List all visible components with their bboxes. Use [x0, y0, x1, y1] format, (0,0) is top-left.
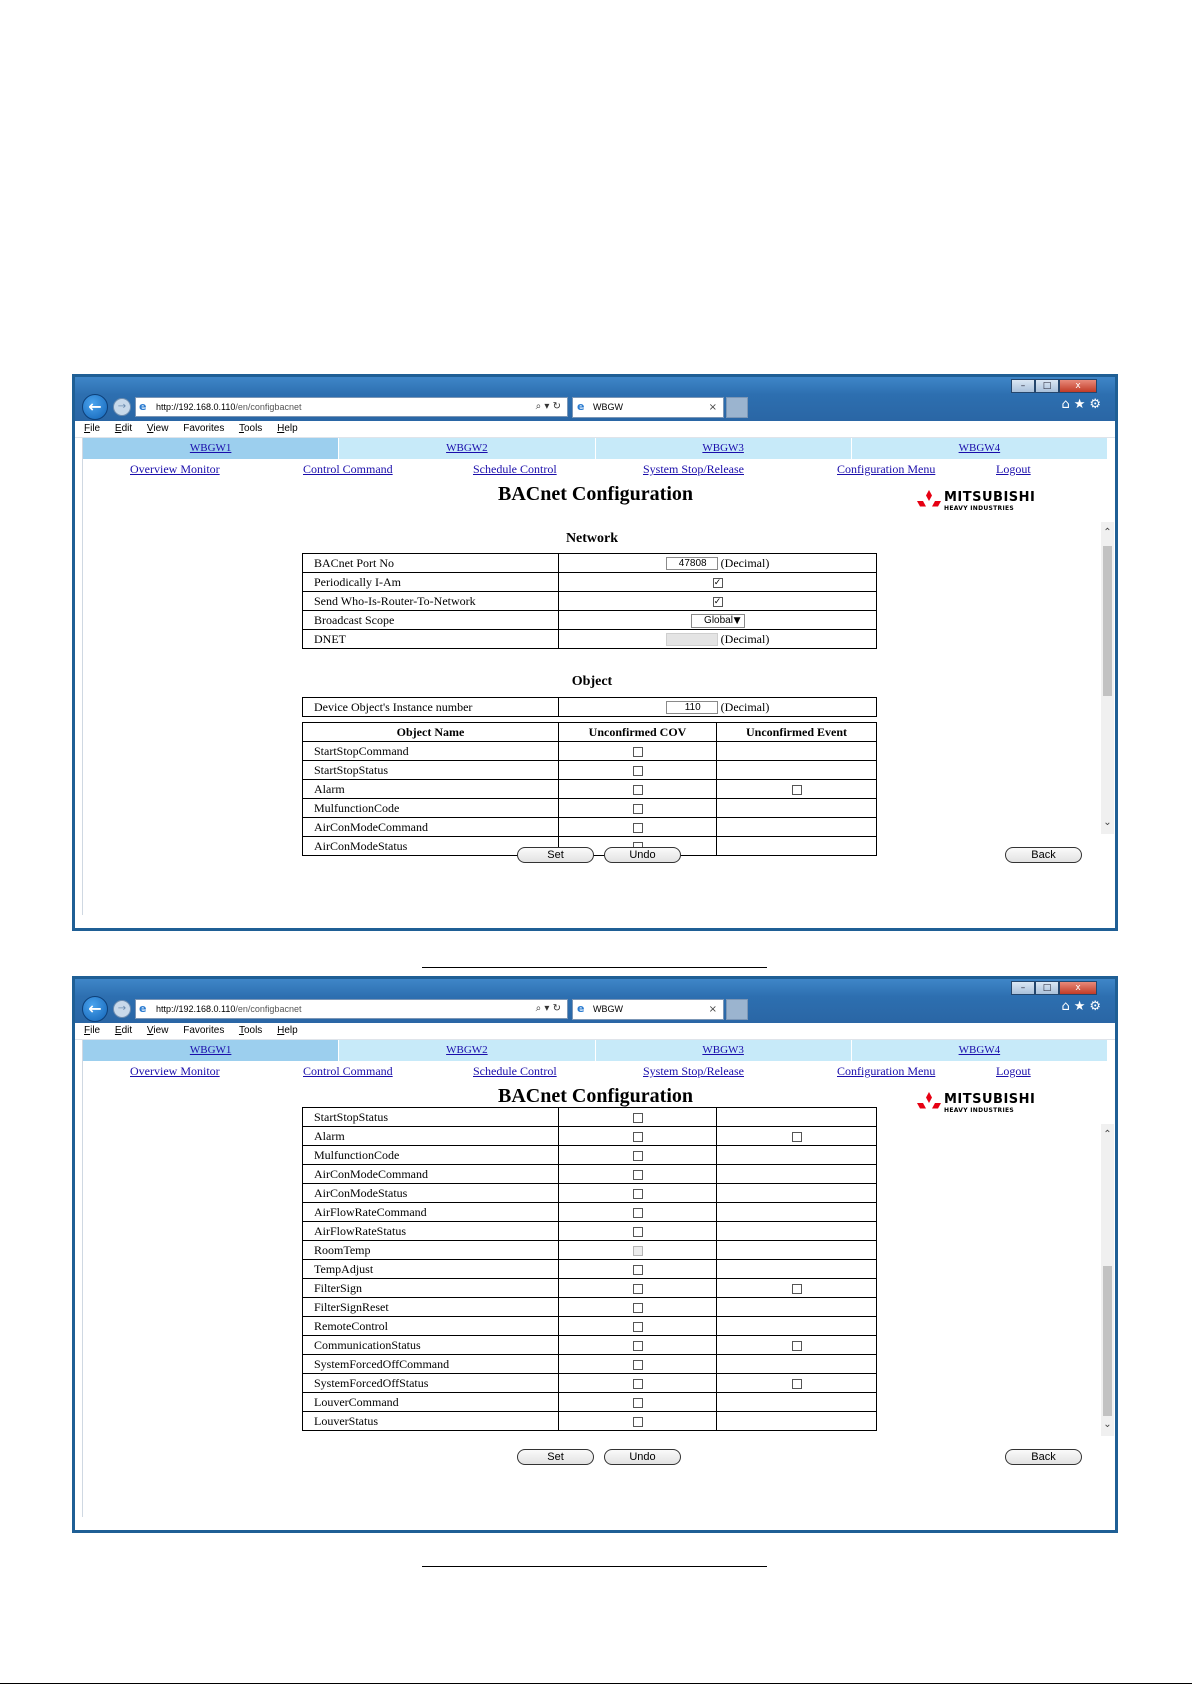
- menu-help[interactable]: Help: [277, 423, 298, 434]
- cov-checkbox[interactable]: [633, 1360, 643, 1370]
- browser-nav-row: [75, 995, 1115, 1023]
- table-row: [303, 1412, 877, 1431]
- instance-label: Device Object's Instance number: [303, 698, 559, 717]
- web-page: [82, 1040, 1112, 1517]
- home-favorites-settings-icons[interactable]: ⌂★⚙: [1061, 397, 1105, 412]
- tab-wbgw4[interactable]: WBGW4: [852, 438, 1108, 459]
- table-row: [303, 1165, 877, 1184]
- tab-title: WBGW: [593, 1004, 623, 1014]
- port-unit: (Decimal): [720, 555, 770, 570]
- link-system-stop-release[interactable]: System Stop/Release: [643, 462, 744, 476]
- minimize-button[interactable]: –: [1011, 981, 1035, 995]
- table-row: [303, 573, 877, 592]
- cov-checkbox[interactable]: [633, 1265, 643, 1275]
- object-name: RemoteControl: [303, 1317, 559, 1336]
- instance-table: [302, 697, 877, 717]
- window-controls: [1011, 379, 1097, 393]
- new-tab-button[interactable]: [726, 397, 748, 418]
- link-schedule-control[interactable]: Schedule Control: [473, 462, 557, 476]
- scroll-up-icon[interactable]: ⌃: [1103, 1129, 1112, 1140]
- event-checkbox[interactable]: [792, 1132, 802, 1142]
- address-host: http://192.168.0.110: [156, 1004, 236, 1014]
- menu-tools[interactable]: Tools: [238, 1025, 263, 1036]
- cov-checkbox[interactable]: [633, 1341, 643, 1351]
- port-input[interactable]: 47808: [666, 557, 718, 570]
- link-configuration-menu[interactable]: Configuration Menu: [837, 1064, 936, 1078]
- link-schedule-control[interactable]: Schedule Control: [473, 1064, 557, 1078]
- cov-checkbox[interactable]: [633, 1113, 643, 1123]
- maximize-button[interactable]: □: [1035, 981, 1059, 995]
- scroll-down-icon[interactable]: ⌄: [1103, 817, 1112, 828]
- object-name: TempAdjust: [303, 1260, 559, 1279]
- table-row: [303, 698, 877, 717]
- cov-checkbox[interactable]: [633, 1132, 643, 1142]
- set-button[interactable]: Set: [517, 847, 594, 863]
- object-heading: Object: [571, 674, 613, 689]
- scroll-thumb[interactable]: [1103, 1266, 1112, 1416]
- cov-checkbox[interactable]: [633, 1379, 643, 1389]
- table-row: [303, 1336, 877, 1355]
- port-label: BACnet Port No: [303, 554, 559, 573]
- menu-file[interactable]: File: [84, 423, 101, 434]
- table-row: [303, 1222, 877, 1241]
- tab-wbgw4[interactable]: WBGW4: [852, 1040, 1108, 1061]
- page-title: BACnet Configuration: [497, 1085, 693, 1107]
- object-name: AirConModeCommand: [303, 1165, 559, 1184]
- address-path: /en/configbacnet: [235, 1004, 302, 1014]
- object-name: Alarm: [303, 1127, 559, 1146]
- event-checkbox[interactable]: [792, 1379, 802, 1389]
- object-name: FilterSign: [303, 1279, 559, 1298]
- dnet-unit: (Decimal): [720, 631, 770, 646]
- mitsubishi-logo: [916, 1092, 1046, 1116]
- menu-favorites[interactable]: Favorites: [183, 423, 225, 434]
- event-checkbox[interactable]: [792, 1284, 802, 1294]
- gateway-tabs: [83, 438, 1108, 459]
- object-name: SystemForcedOffCommand: [303, 1355, 559, 1374]
- undo-button[interactable]: Undo: [604, 1449, 681, 1465]
- browser-window-2: [72, 976, 1118, 1533]
- cov-checkbox[interactable]: [633, 1398, 643, 1408]
- object-name: StartStopCommand: [303, 742, 559, 761]
- config-scroll-area: [83, 522, 1101, 853]
- object-name: MulfunctionCode: [303, 799, 559, 818]
- vertical-scrollbar[interactable]: [1101, 522, 1114, 834]
- chevron-down-icon: ▼: [733, 615, 741, 626]
- iam-label: Periodically I-Am: [303, 573, 559, 592]
- address-controls-icon[interactable]: ⌕ ▾ ↻: [535, 1003, 561, 1014]
- title-bar: [75, 377, 1115, 421]
- link-configuration-menu[interactable]: Configuration Menu: [837, 462, 936, 476]
- browser-forward-icon[interactable]: →: [113, 398, 131, 416]
- object-table: [302, 722, 877, 856]
- browser-nav-row: [75, 393, 1115, 421]
- separator-line: [422, 967, 767, 968]
- scroll-down-icon[interactable]: ⌄: [1103, 1419, 1112, 1430]
- cov-checkbox[interactable]: [633, 785, 643, 795]
- table-row: [303, 1298, 877, 1317]
- set-button[interactable]: Set: [517, 1449, 594, 1465]
- ie-icon: e: [577, 400, 585, 413]
- link-control-command[interactable]: Control Command: [303, 1064, 393, 1078]
- link-control-command[interactable]: Control Command: [303, 462, 393, 476]
- instance-input[interactable]: 110: [666, 701, 718, 714]
- col-unconfirmed-event: Unconfirmed Event: [717, 723, 877, 742]
- table-row: [303, 592, 877, 611]
- dnet-input[interactable]: [666, 633, 718, 646]
- cov-checkbox[interactable]: [633, 1417, 643, 1427]
- tab-close-icon[interactable]: ×: [708, 1004, 717, 1015]
- object-name: Alarm: [303, 780, 559, 799]
- ie-icon: e: [577, 1002, 585, 1015]
- separator-line: [422, 1566, 767, 1567]
- minimize-button[interactable]: –: [1011, 379, 1035, 393]
- table-row: [303, 1241, 877, 1260]
- iam-checkbox[interactable]: ✓: [713, 577, 722, 588]
- object-name: LouverCommand: [303, 1393, 559, 1412]
- menu-view[interactable]: View: [146, 423, 169, 434]
- menu-bar: [75, 1023, 1115, 1040]
- table-row: [303, 1184, 877, 1203]
- link-logout[interactable]: Logout: [996, 1064, 1031, 1078]
- menu-edit[interactable]: Edit: [114, 1025, 133, 1036]
- three-diamonds-icon: [916, 490, 942, 512]
- event-checkbox[interactable]: [792, 785, 802, 795]
- web-page: [82, 438, 1112, 915]
- cov-checkbox[interactable]: [633, 1189, 643, 1199]
- browser-tab[interactable]: [572, 999, 724, 1020]
- close-window-button[interactable]: x: [1059, 379, 1097, 393]
- cov-checkbox[interactable]: [633, 1227, 643, 1237]
- table-row: [303, 611, 877, 630]
- ie-icon: e: [139, 1002, 147, 1015]
- tab-wbgw1[interactable]: WBGW1: [83, 438, 339, 459]
- scope-select[interactable]: Global ▼: [691, 614, 745, 628]
- window-controls: [1011, 981, 1097, 995]
- object-name: AirConModeStatus: [303, 837, 559, 856]
- object-name: StartStopStatus: [303, 761, 559, 780]
- back-button[interactable]: Back: [1005, 847, 1082, 863]
- page-title: BACnet Configuration: [497, 483, 693, 505]
- close-window-button[interactable]: x: [1059, 981, 1097, 995]
- table-row: [303, 1260, 877, 1279]
- table-header-row: [303, 723, 877, 742]
- table-row: [303, 554, 877, 573]
- gateway-tabs: [83, 1040, 1108, 1061]
- table-row: [303, 1317, 877, 1336]
- address-path: /en/configbacnet: [235, 402, 302, 412]
- link-overview-monitor[interactable]: Overview Monitor: [130, 462, 220, 476]
- browser-back-icon[interactable]: ←: [82, 394, 108, 420]
- cov-checkbox-disabled: [633, 1246, 643, 1256]
- cov-checkbox[interactable]: [633, 1170, 643, 1180]
- cov-checkbox[interactable]: [633, 1303, 643, 1313]
- network-table: [302, 553, 877, 649]
- tab-wbgw3[interactable]: WBGW3: [596, 438, 852, 459]
- address-host: http://192.168.0.110: [156, 402, 236, 412]
- whois-checkbox[interactable]: ✓: [713, 596, 722, 607]
- cov-checkbox[interactable]: [633, 1151, 643, 1161]
- link-logout[interactable]: Logout: [996, 462, 1031, 476]
- table-row: [303, 1279, 877, 1298]
- ie-icon: e: [139, 400, 147, 413]
- table-row: [303, 1355, 877, 1374]
- object-name: CommunicationStatus: [303, 1336, 559, 1355]
- logo-line2: HEAVY INDUSTRIES: [944, 1107, 1015, 1114]
- address-bar[interactable]: [135, 397, 568, 417]
- table-row: [303, 1203, 877, 1222]
- table-row: [303, 1108, 877, 1127]
- cov-checkbox[interactable]: [633, 766, 643, 776]
- new-tab-button[interactable]: [726, 999, 748, 1020]
- cov-checkbox[interactable]: [633, 823, 643, 833]
- browser-forward-icon[interactable]: →: [113, 1000, 131, 1018]
- cov-checkbox[interactable]: [633, 804, 643, 814]
- col-unconfirmed-cov: Unconfirmed COV: [559, 723, 717, 742]
- link-system-stop-release[interactable]: System Stop/Release: [643, 1064, 744, 1078]
- scroll-thumb[interactable]: [1103, 546, 1112, 696]
- tab-title: WBGW: [593, 402, 623, 412]
- object-table-continued: [302, 1107, 877, 1431]
- tab-close-icon[interactable]: ×: [708, 402, 717, 413]
- table-row: [303, 780, 877, 799]
- maximize-button[interactable]: □: [1035, 379, 1059, 393]
- mitsubishi-logo: [916, 490, 1046, 514]
- vertical-scrollbar[interactable]: [1101, 1124, 1114, 1436]
- back-button[interactable]: Back: [1005, 1449, 1082, 1465]
- cov-checkbox[interactable]: [633, 1322, 643, 1332]
- object-name: MulfunctionCode: [303, 1146, 559, 1165]
- tab-wbgw1[interactable]: WBGW1: [83, 1040, 339, 1061]
- nav-links: [83, 462, 1108, 480]
- scroll-up-icon[interactable]: ⌃: [1103, 527, 1112, 538]
- object-name: SystemForcedOffStatus: [303, 1374, 559, 1393]
- browser-window-1: [72, 374, 1118, 931]
- instance-unit: (Decimal): [720, 699, 770, 714]
- menu-tools[interactable]: Tools: [238, 423, 263, 434]
- logo-line1: MITSUBISHI: [944, 1092, 1036, 1107]
- page-bottom-rule: [0, 1683, 1192, 1684]
- menu-view[interactable]: View: [146, 1025, 169, 1036]
- table-row: [303, 1146, 877, 1165]
- object-name: AirFlowRateCommand: [303, 1203, 559, 1222]
- cov-checkbox[interactable]: [633, 747, 643, 757]
- table-row: [303, 630, 877, 649]
- tab-wbgw2[interactable]: WBGW2: [339, 1040, 595, 1061]
- menu-help[interactable]: Help: [277, 1025, 298, 1036]
- cov-checkbox[interactable]: [633, 1284, 643, 1294]
- object-name: RoomTemp: [303, 1241, 559, 1260]
- logo-line1: MITSUBISHI: [944, 490, 1036, 505]
- object-name: AirConModeCommand: [303, 818, 559, 837]
- object-name: AirFlowRateStatus: [303, 1222, 559, 1241]
- table-row: [303, 742, 877, 761]
- col-object-name: Object Name: [303, 723, 559, 742]
- table-row: [303, 1393, 877, 1412]
- tab-wbgw3[interactable]: WBGW3: [596, 1040, 852, 1061]
- link-overview-monitor[interactable]: Overview Monitor: [130, 1064, 220, 1078]
- three-diamonds-icon: [916, 1092, 942, 1114]
- object-name: FilterSignReset: [303, 1298, 559, 1317]
- menu-file[interactable]: File: [84, 1025, 101, 1036]
- table-row: [303, 1127, 877, 1146]
- menu-favorites[interactable]: Favorites: [183, 1025, 225, 1036]
- object-name: LouverStatus: [303, 1412, 559, 1431]
- logo-line2: HEAVY INDUSTRIES: [944, 505, 1015, 512]
- object-name: StartStopStatus: [303, 1108, 559, 1127]
- undo-button[interactable]: Undo: [604, 847, 681, 863]
- cov-checkbox[interactable]: [633, 1208, 643, 1218]
- scope-label: Broadcast Scope: [303, 611, 559, 630]
- tab-wbgw2[interactable]: WBGW2: [339, 438, 595, 459]
- menu-edit[interactable]: Edit: [114, 423, 133, 434]
- browser-back-icon[interactable]: ←: [82, 996, 108, 1022]
- browser-tab[interactable]: [572, 397, 724, 418]
- table-row: [303, 818, 877, 837]
- menu-bar: [75, 421, 1115, 438]
- table-row: [303, 799, 877, 818]
- whois-label: Send Who-Is-Router-To-Network: [303, 592, 559, 611]
- home-favorites-settings-icons[interactable]: ⌂★⚙: [1061, 999, 1105, 1014]
- table-row: [303, 761, 877, 780]
- title-bar: [75, 979, 1115, 1023]
- object-name: AirConModeStatus: [303, 1184, 559, 1203]
- table-row: [303, 1374, 877, 1393]
- event-checkbox[interactable]: [792, 1341, 802, 1351]
- network-heading: Network: [565, 531, 619, 546]
- address-controls-icon[interactable]: ⌕ ▾ ↻: [535, 401, 561, 412]
- nav-links: [83, 1064, 1108, 1082]
- address-bar[interactable]: [135, 999, 568, 1019]
- dnet-label: DNET: [303, 630, 559, 649]
